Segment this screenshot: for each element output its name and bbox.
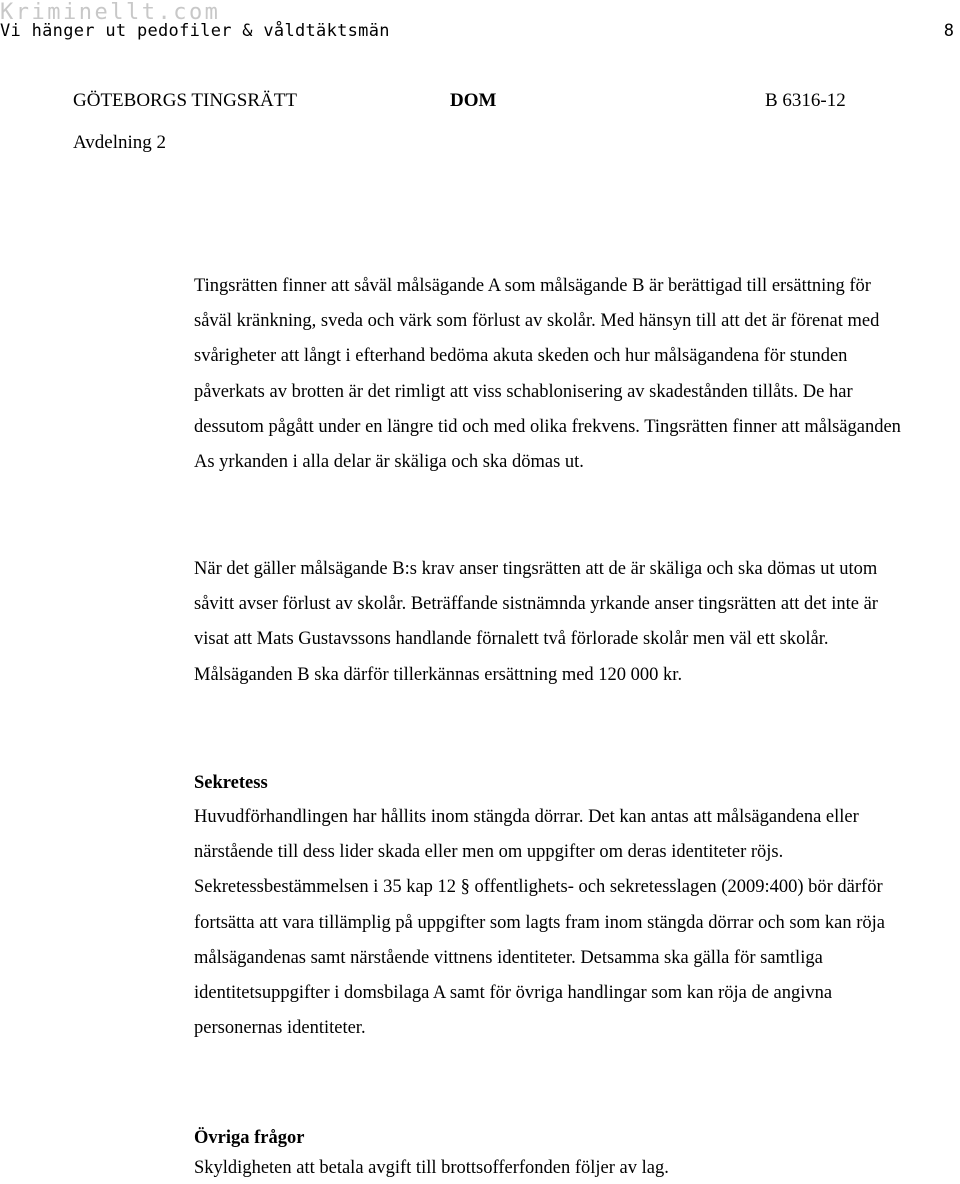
document-type: DOM	[450, 90, 497, 111]
heading-sekretess: Sekretess	[194, 773, 268, 793]
page-number: 8	[943, 21, 954, 41]
court-name: GÖTEBORGS TINGSRÄTT	[73, 90, 297, 111]
site-brand-watermark: Kriminellt.com	[0, 0, 221, 25]
paragraph-sekretess: Huvudförhandlingen har hållits inom stängda dörrar. Det kan antas att målsägandena eller närstående till dess lider skada eller men om uppgifter om deras identiteter röjs. Sekretessbestämmelsen i 35 kap 12 § offentlighets- och sekretesslagen (2009:400) bör därför fortsätta att vara tillämplig på uppgifter som lagts fram inom stängda dörrar och som kan röja målsägandenas samt närstående vittnens identiteter. Detsamma ska gälla för samtliga identitetsuppgifter i domsbilaga A samt för övriga handlingar som kan röja de angivna personernas identiteter.	[194, 807, 885, 1039]
paragraph-damages-assessment: Tingsrätten finner att såväl målsägande A som målsägande B är berättigad till ersättning för såväl kränkning, sveda och värk som förlust av skolår. Med hänsyn till att det är förenat med svårigheter att långt i efterhand bedöma akuta skeden och hur målsägandena för stunden påverkats av brotten är det rimligt att viss schablonisering av skadestånden tillåts. De har dessutom pågått under en längre tid och med olika frekvens. Tingsrätten finner att målsäganden As yrkanden i alla delar är skäliga och ska dömas ut.	[194, 276, 901, 473]
paragraph-ovriga-fragor: Skyldigheten att betala avgift till brottsofferfonden följer av lag.	[194, 1158, 669, 1178]
paragraph-plaintiff-b-claims: När det gäller målsägande B:s krav anser tingsrätten att de är skäliga och ska dömas ut utom såvitt avser förlust av skolår. Beträffande sistnämnda yrkande anser tingsrätten att det inte är visat att Mats Gustavssons handlande förnalett två förlorade skolår men väl ett skolår. Målsäganden B ska därför tillerkännas ersättning med 120 000 kr.	[194, 559, 878, 685]
site-tagline: Vi hänger ut pedofiler & våldtäktsmän	[0, 21, 390, 41]
case-number: B 6316-12	[765, 90, 846, 111]
heading-ovriga-fragor: Övriga frågor	[194, 1128, 305, 1148]
court-division: Avdelning 2	[73, 132, 167, 153]
